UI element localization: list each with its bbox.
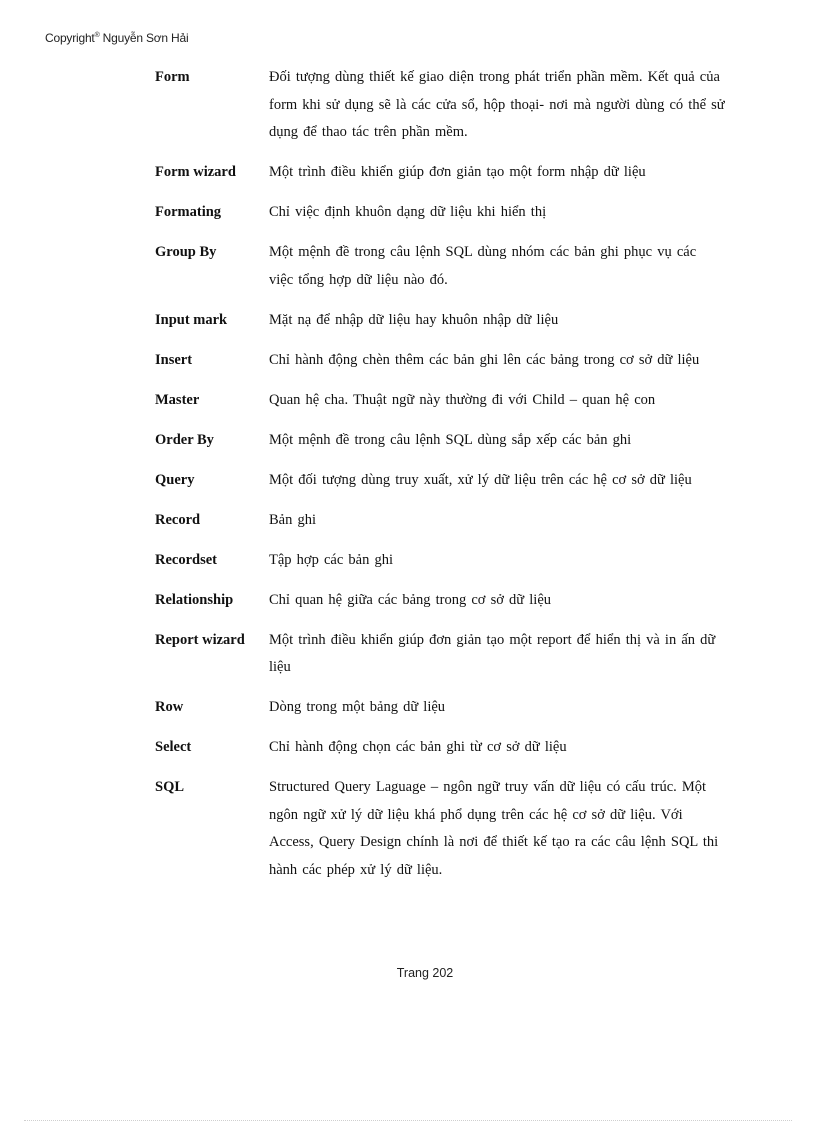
- glossary-entry: [155, 307, 725, 335]
- glossary-entry: [155, 547, 725, 575]
- glossary-definition: Một mệnh đề trong câu lệnh SQL dùng nhóm các bản ghi phục vụ các việc tổng hợp dữ liệu nào đó.: [269, 244, 697, 288]
- glossary-term: Select: [155, 739, 192, 755]
- glossary-entry: [155, 239, 725, 294]
- glossary-entry: [155, 694, 725, 722]
- glossary-entry: [155, 734, 725, 762]
- glossary-term: Formating: [155, 204, 222, 220]
- glossary-definition: Structured Query Laguage – ngôn ngữ truy vấn dữ liệu có cấu trúc. Một ngôn ngữ xử lý dữ liệu khá phổ dụng trên các hệ cơ sở dữ liệu. Với Access, Query Design chính là nơi để thiết kế tạo ra các câu lệnh SQL thi hành các phép xử lý dữ liệu.: [269, 779, 719, 878]
- page-number: Trang 202: [396, 966, 454, 980]
- glossary-definition: Chỉ hành động chọn các bản ghi từ cơ sở dữ liệu: [269, 739, 567, 755]
- glossary-definition: Dòng trong một bảng dữ liệu: [269, 699, 446, 715]
- glossary-definition: Bản ghi: [269, 511, 317, 528]
- glossary-term: Record: [155, 511, 201, 528]
- glossary-definition: Một trình điều khiển giúp đơn giản tạo một form nhập dữ liệu: [269, 164, 646, 180]
- glossary-list: [155, 64, 725, 897]
- glossary-entry: [155, 774, 725, 884]
- glossary-term: Query: [155, 471, 195, 488]
- glossary-term: Form: [155, 69, 190, 85]
- glossary-term: Recordset: [155, 551, 218, 568]
- glossary-definition: Một đối tượng dùng truy xuất, xử lý dữ liệu trên các hệ cơ sở dữ liệu: [269, 471, 692, 488]
- glossary-definition: Mặt nạ để nhập dữ liệu hay khuôn nhập dữ liệu: [269, 311, 559, 328]
- glossary-entry: [155, 64, 725, 147]
- glossary-definition: Chỉ quan hệ giữa các bảng trong cơ sở dữ liệu: [269, 591, 552, 608]
- copyright-label: Copyright: [45, 31, 95, 45]
- glossary-term: Row: [155, 699, 184, 715]
- glossary-entry: [155, 507, 725, 535]
- glossary-entry: [155, 347, 725, 375]
- author-name: Nguyễn Sơn Hải: [99, 31, 189, 45]
- glossary-definition: Chỉ hành động chèn thêm các bản ghi lên các bảng trong cơ sở dữ liệu: [269, 351, 700, 368]
- glossary-term: Input mark: [155, 311, 228, 328]
- glossary-entry: [155, 587, 725, 615]
- glossary-term: Master: [155, 391, 200, 408]
- glossary-entry: [155, 199, 725, 227]
- glossary-definition: Chỉ việc định khuôn dạng dữ liệu khi hiển thị: [269, 204, 547, 220]
- glossary-definition: Một mệnh đề trong câu lệnh SQL dùng sắp xếp các bản ghi: [269, 431, 632, 448]
- glossary-definition: Đối tượng dùng thiết kế giao diện trong phát triển phần mềm. Kết quả của form khi sử dụng sẽ là các cửa sổ, hộp thoại- nơi mà người dùng có thể sử dụng để thao tác trên phần mềm.: [269, 69, 725, 140]
- glossary-entry: [155, 467, 725, 495]
- glossary-entry: [155, 627, 725, 682]
- glossary-term: Insert: [155, 351, 193, 368]
- glossary-term: SQL: [155, 779, 185, 795]
- glossary-entry: [155, 387, 725, 415]
- page-header: [45, 31, 188, 45]
- glossary-term: Report wizard: [155, 631, 245, 648]
- glossary-term: Order By: [155, 431, 214, 448]
- glossary-definition: Một trình điều khiển giúp đơn giản tạo một report để hiển thị và in ấn dữ liệu: [269, 631, 716, 675]
- registered-mark: ®: [94, 32, 100, 39]
- glossary-definition: Tập hợp các bản ghi: [269, 551, 393, 568]
- glossary-definition: Quan hệ cha. Thuật ngữ này thường đi với Child – quan hệ con: [269, 391, 656, 408]
- glossary-entry: [155, 427, 725, 455]
- glossary-term: Relationship: [155, 591, 234, 608]
- glossary-term: Form wizard: [155, 164, 236, 180]
- glossary-term: Group By: [155, 244, 217, 260]
- glossary-entry: [155, 159, 725, 187]
- page-bottom-divider: [24, 1120, 792, 1121]
